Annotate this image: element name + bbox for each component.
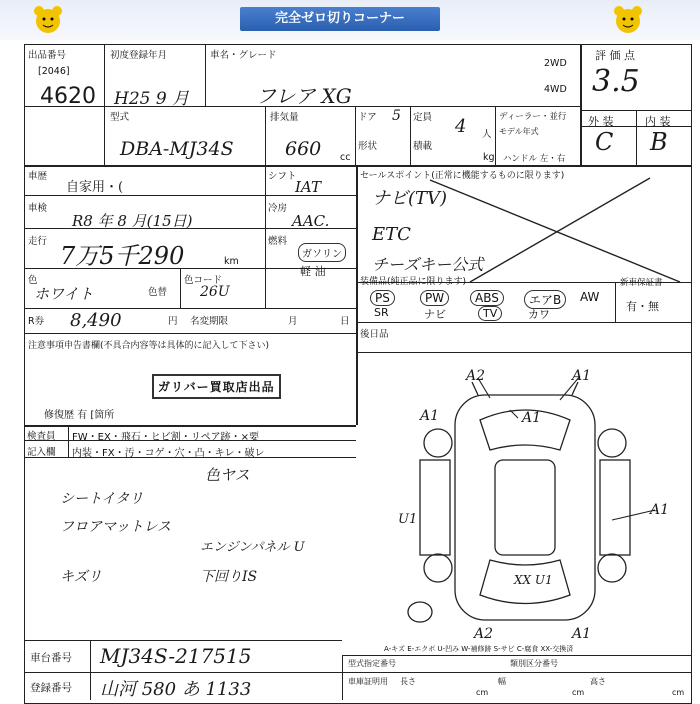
- doors-label: ドア: [358, 112, 377, 123]
- diagram-mark-2: A1: [572, 368, 592, 384]
- color-code-label: 色コード: [184, 275, 223, 286]
- int-label: 内 装: [645, 115, 671, 128]
- fuel-label: 燃料: [268, 236, 288, 247]
- doors-value: 5: [392, 108, 401, 124]
- type-spec-label: 型式指定番号: [348, 659, 396, 668]
- diagram-mark-5: A1: [650, 502, 670, 518]
- drive-4wd: 4WD: [544, 84, 567, 95]
- inspector-note-5: キズリ: [60, 569, 102, 585]
- color-value: ホワイト: [34, 285, 94, 303]
- score-label: 評 価 点: [595, 49, 635, 62]
- inspector-note-1: 色ヤス: [205, 466, 250, 484]
- displacement-label: 排気量: [270, 112, 299, 123]
- capacity-value: 4: [455, 116, 467, 137]
- chassis-label: 車台番号: [30, 652, 72, 664]
- repair-label: 修復歴 有 [箇所: [44, 410, 115, 421]
- ac-value: AAC.: [292, 212, 330, 230]
- recycle-label: R券: [28, 316, 45, 327]
- ac-label: 冷房: [268, 203, 288, 214]
- height-label: 高さ: [590, 677, 606, 686]
- equip-aw: AW: [580, 290, 600, 304]
- recycle-unit: 円: [168, 316, 178, 327]
- int-value: B: [650, 128, 668, 156]
- notes-label: 注意事項申告書欄(不具合内容等は具体的に記入して下さい): [28, 341, 270, 351]
- cat-label: 類別区分番号: [510, 659, 558, 668]
- length-label: 長さ: [400, 677, 416, 686]
- diagram-legend: A-キズ E-エクボ U-凹み W-補修跡 S-サビ C-腐食 XX-交換済: [384, 645, 574, 653]
- usage-value: 自家用・(: [66, 180, 124, 195]
- mileage-value: 7万5千290: [60, 242, 185, 270]
- inspector-note-4: エンジンパネル U: [200, 540, 305, 555]
- sales-point-1: ナビ(TV): [372, 188, 448, 209]
- unit-cm-1: cm: [476, 688, 489, 697]
- color-label: 色: [28, 275, 38, 286]
- dealer-label: ディーラー・並行: [499, 112, 567, 122]
- registration-value: 山河 580 あ 1133: [100, 679, 252, 700]
- car-label: 車名・グレード: [210, 50, 277, 61]
- equip-sr: SR: [374, 306, 389, 319]
- shift-label: シフト: [268, 171, 297, 182]
- inspector-note-6: 下回りIS: [200, 569, 258, 585]
- inspector-row-1: FW・EX・飛石・ヒビ割・リペア跡・×要: [72, 432, 259, 443]
- dealer-handle: ハンドル 左・右: [503, 154, 566, 164]
- lot-label: 出品番号: [28, 50, 67, 61]
- diagram-mark-7: XX U1: [514, 573, 553, 587]
- drive-2wd: 2WD: [544, 58, 567, 69]
- warranty-label: 新車保証書: [620, 278, 663, 288]
- unit-cm-3: cm: [672, 688, 685, 697]
- equip-leather: カワ: [528, 308, 550, 321]
- chassis-value: MJ34S-217515: [100, 644, 252, 668]
- banner-title: 完全ゼロ切りコーナー: [240, 7, 440, 31]
- car-value: フレア XG: [256, 84, 352, 108]
- inspector-row-2: 内装・FX・汚・コゲ・穴・凸・キレ・破レ: [72, 448, 265, 459]
- equipment-label: 装備品(純正品に限ります): [360, 277, 467, 287]
- cert-label: 車庫証明用: [348, 677, 388, 686]
- fuel-diesel: 軽 油: [300, 265, 326, 278]
- unit-cm-2: cm: [572, 688, 585, 697]
- capacity-unit: 人: [482, 129, 492, 140]
- name-change-month: 月: [288, 316, 298, 327]
- rear-seat-label: 後日品: [360, 329, 389, 340]
- diagram-mark-6: U1: [398, 512, 418, 527]
- dealer-year: モデル年式: [499, 127, 539, 136]
- inspector-note-2: シートイタリ: [60, 491, 144, 507]
- diagram-mark-3: A1: [420, 408, 440, 424]
- name-change-label: 名変期限: [190, 316, 229, 327]
- first-reg-label: 初度登録年月: [110, 50, 168, 61]
- lot-sub: [2046]: [38, 66, 70, 77]
- sales-point-3: チーズキー公式: [372, 255, 484, 274]
- ext-value: C: [595, 128, 614, 156]
- ext-label: 外 装: [588, 115, 614, 128]
- model-value: DBA-MJ34S: [120, 138, 234, 160]
- load-unit: kg: [483, 152, 495, 163]
- notes-stamp: ガリバー買取店出品: [152, 374, 281, 399]
- color-code-value: 26U: [200, 284, 230, 300]
- displacement-value: 660: [285, 138, 322, 160]
- equip-tv: TV: [478, 306, 502, 321]
- name-change-day: 日: [340, 316, 350, 327]
- equip-airbag: エアB: [524, 290, 566, 309]
- form-label: 形状: [358, 141, 378, 152]
- equip-abs: ABS: [470, 290, 504, 306]
- width-label: 幅: [498, 677, 506, 686]
- usage-label: 車歴: [28, 171, 48, 182]
- lot-number: 4620: [40, 84, 96, 109]
- equip-navi: ナビ: [424, 308, 446, 321]
- sales-point-2: ETC: [372, 224, 411, 245]
- inspector-note-3: フロアマットレス: [60, 519, 172, 535]
- color-tone-label: 色替: [148, 287, 168, 298]
- diagram-mark-1: A2: [466, 368, 486, 384]
- mileage-label: 走行: [28, 236, 48, 247]
- inspection-value: R8 年 8 月(15日): [72, 212, 193, 230]
- inspector-label-1: 検査員: [27, 431, 56, 442]
- fuel-gas: ガソリン: [298, 243, 346, 262]
- first-reg-value: H25 9 月: [114, 89, 190, 109]
- score-value: 3.5: [592, 64, 640, 99]
- inspection-label: 車検: [28, 203, 48, 214]
- registration-label: 登録番号: [30, 682, 72, 694]
- capacity-label: 定員: [413, 112, 433, 123]
- model-label: 型式: [110, 112, 130, 123]
- equip-ps: PS: [370, 290, 395, 306]
- warranty-value: 有・無: [626, 300, 659, 313]
- diagram-mark-8: A2: [474, 626, 494, 642]
- shift-value: IAT: [295, 178, 321, 196]
- diagram-mark-4: A1: [522, 410, 542, 426]
- inspector-label-2: 記入欄: [27, 447, 56, 458]
- displacement-unit: cc: [340, 152, 351, 163]
- diagram-mark-9: A1: [572, 626, 592, 642]
- load-label: 積載: [413, 141, 433, 152]
- mileage-unit: km: [224, 256, 239, 267]
- equip-pw: PW: [420, 290, 449, 306]
- recycle-value: 8,490: [70, 310, 122, 331]
- sales-label: セールスポイント(正常に機能するものに限ります): [360, 171, 565, 181]
